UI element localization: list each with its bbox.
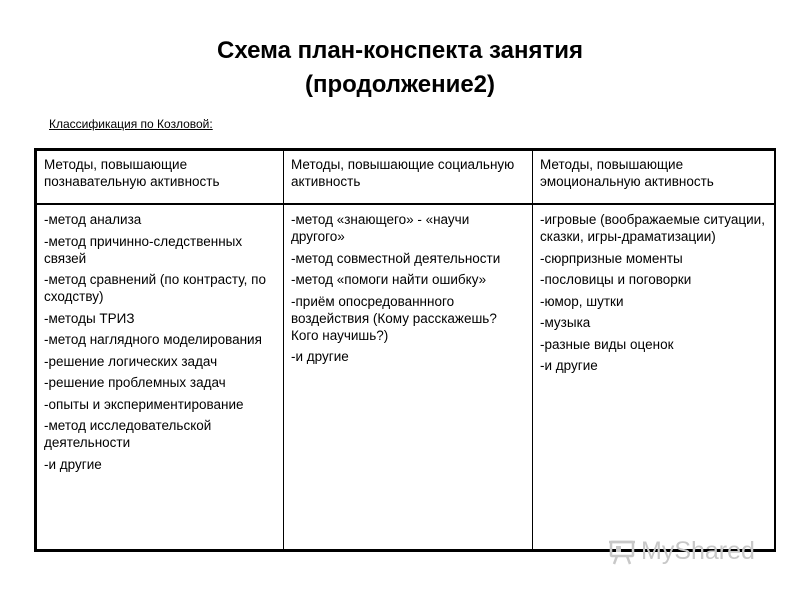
methods-table bbox=[36, 150, 775, 550]
projector-board-icon bbox=[607, 536, 637, 566]
methods-table-frame bbox=[34, 148, 776, 552]
list-item: -музыка bbox=[540, 315, 591, 330]
list-item: -пословицы и поговорки bbox=[540, 272, 692, 287]
table-body-row bbox=[37, 204, 775, 550]
list-item: -и другие bbox=[44, 456, 102, 472]
list-item: -метод анализа bbox=[44, 212, 142, 227]
list-item: -метод причинно-следственных связей bbox=[44, 233, 243, 266]
list-item: -метод сравнений (по контрасту, по сходству) bbox=[44, 272, 266, 304]
list-item: -решение проблемных задач bbox=[44, 375, 226, 390]
list-item: -и другие bbox=[540, 358, 598, 373]
slide-title bbox=[0, 34, 800, 102]
list-item: -метод «знающего» - «научи другого» bbox=[291, 212, 470, 244]
list-item: -метод наглядного моделирования bbox=[44, 332, 262, 347]
list-item: -методы ТРИЗ bbox=[44, 310, 135, 326]
header-social: Методы, повышающие социальную активность bbox=[284, 151, 533, 205]
slide-title-line-2: (продолжение2) bbox=[304, 71, 496, 98]
list-item: -метод исследовательской деятельности bbox=[44, 418, 212, 450]
classification-caption: Классификация по Козловой: bbox=[49, 117, 213, 131]
list-item: -решение логических задач bbox=[44, 353, 218, 369]
list-item: -игровые (воображаемые ситуации, сказки, игры-драматизации) bbox=[540, 212, 765, 244]
list-item: -и другие bbox=[291, 349, 349, 364]
header-emotional: Методы, повышающие эмоциональную активность bbox=[533, 151, 775, 205]
list-item: -сюрпризные моменты bbox=[540, 250, 683, 266]
list-item: -юмор, шутки bbox=[540, 293, 624, 309]
table-header-row bbox=[37, 151, 775, 205]
cell-cognitive-methods bbox=[37, 204, 284, 550]
list-item: -приём опосредованнного воздействия (Кому расскажешь? Кого научишь?) bbox=[291, 293, 497, 343]
list-item: -метод совместной деятельности bbox=[291, 250, 501, 266]
list-item: -метод «помоги найти ошибку» bbox=[291, 272, 487, 287]
list-item: -опыты и экспериментирование bbox=[44, 396, 244, 412]
cell-social-methods bbox=[284, 204, 533, 550]
myshared-watermark bbox=[607, 536, 755, 566]
header-cognitive: Методы, повышающие познавательную активность bbox=[37, 151, 284, 205]
watermark-text: MyShared bbox=[641, 537, 755, 565]
list-item: -разные виды оценок bbox=[540, 336, 674, 352]
cell-emotional-methods bbox=[533, 204, 775, 550]
slide-title-line-1: Схема план-конспекта занятия bbox=[217, 37, 583, 64]
